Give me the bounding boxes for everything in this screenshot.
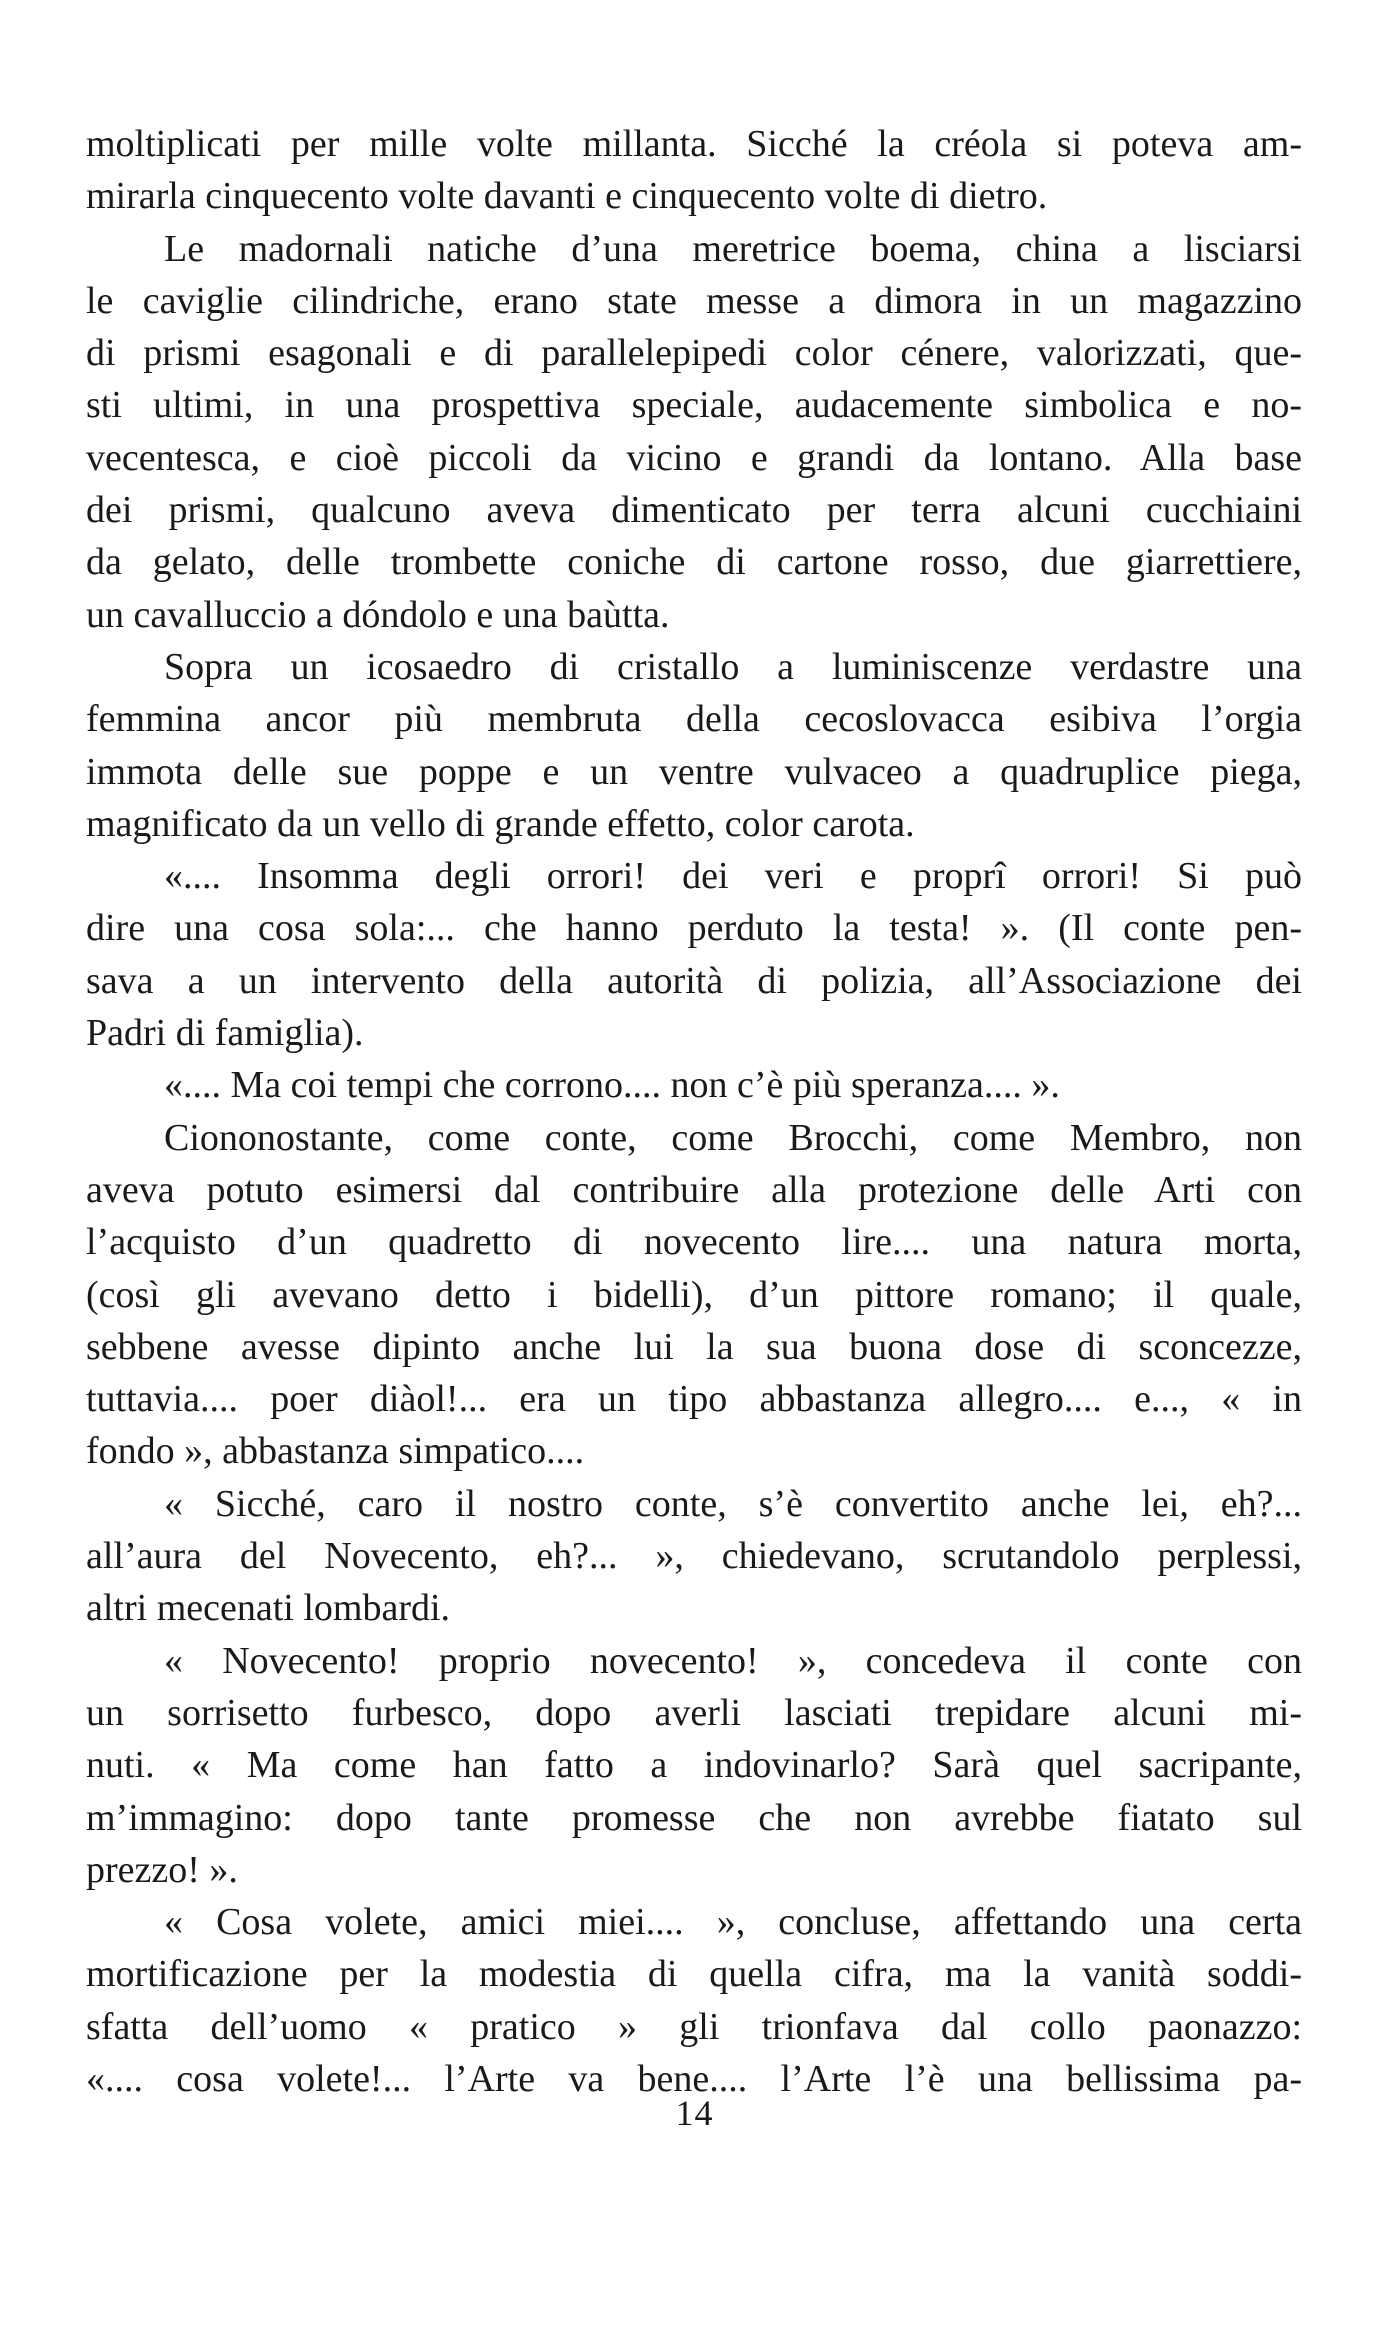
text-line: un cavalluccio a dóndolo e una baùtta. — [86, 593, 670, 636]
text-line: un sorrisetto furbesco, dopo averli lasciati trepidare alcuni mi- — [86, 1691, 1302, 1734]
text-line: dei prismi, qualcuno aveva dimenticato per terra alcuni cucchiaini — [86, 489, 1302, 532]
text-line: mortificazione per la modestia di quella cifra, ma la vanità soddi- — [86, 1953, 1302, 1996]
text-line: (così gli avevano detto i bidelli), d’un pittore romano; il quale, — [86, 1273, 1302, 1316]
text-line: tuttavia.... poer diàol!... era un tipo abbastanza allegro.... e..., « in — [86, 1378, 1302, 1421]
body-text — [86, 118, 1302, 2105]
text-line: fondo », abbastanza simpatico.... — [86, 1430, 585, 1473]
text-line: vecentesca, e cioè piccoli da vicino e grandi da lontano. Alla base — [86, 436, 1302, 479]
text-line: sava a un intervento della autorità di polizia, all’Associazione dei — [86, 959, 1302, 1002]
text-line: immota delle sue poppe e un ventre vulvaceo a quadruplice piega, — [86, 750, 1302, 793]
text-line: prezzo! ». — [86, 1848, 238, 1891]
text-line: Padri di famiglia). — [86, 1012, 364, 1055]
text-line: «.... cosa volete!... l’Arte va bene.... l’Arte l’è una bellissima pa- — [86, 2057, 1302, 2100]
text-line: sebbene avesse dipinto anche lui la sua buona dose di sconcezze, — [86, 1325, 1302, 1368]
text-line: dire una cosa sola:... che hanno perduto la testa! ». (Il conte pen- — [86, 907, 1302, 950]
text-line: «.... Insomma degli orrori! dei veri e proprî orrori! Si può — [164, 855, 1302, 898]
text-line: Ciononostante, come conte, come Brocchi, come Membro, non — [164, 1116, 1302, 1159]
page-number: 14 — [675, 2093, 714, 2133]
text-line: magnificato da un vello di grande effetto, color carota. — [86, 802, 915, 845]
text-line: m’immagino: dopo tante promesse che non avrebbe fiatato sul — [86, 1796, 1302, 1839]
text-line: « Sicché, caro il nostro conte, s’è convertito anche lei, eh?... — [164, 1482, 1302, 1525]
text-line: moltiplicati per mille volte millanta. Sicché la créola si poteva am- — [86, 123, 1302, 165]
text-line: altri mecenati lombardi. — [86, 1587, 451, 1630]
text-line: «.... Ma coi tempi che corrono.... non c’è più speranza.... ». — [164, 1064, 1060, 1107]
text-line: di prismi esagonali e di parallelepipedi color cénere, valorizzati, que- — [86, 332, 1302, 375]
text-line: l’acquisto d’un quadretto di novecento lire.... una natura morta, — [86, 1221, 1302, 1264]
text-line: « Cosa volete, amici miei.... », concluse, affettando una certa — [164, 1901, 1302, 1944]
text-line: sfatta dell’uomo « pratico » gli trionfava dal collo paonazzo: — [86, 2005, 1302, 2048]
text-line: mirarla cinquecento volte davanti e cinquecento volte di dietro. — [86, 175, 1048, 218]
text-line: Le madornali natiche d’una meretrice boema, china a lisciarsi — [164, 227, 1302, 270]
text-line: aveva potuto esimersi dal contribuire alla protezione delle Arti con — [86, 1168, 1302, 1211]
text-line: all’aura del Novecento, eh?... », chiedevano, scrutandolo perplessi, — [86, 1535, 1302, 1578]
text-line: Sopra un icosaedro di cristallo a luminiscenze verdastre una — [164, 645, 1302, 688]
text-line: le caviglie cilindriche, erano state messe a dimora in un magazzino — [86, 279, 1302, 322]
text-line: « Novecento! proprio novecento! », concedeva il conte con — [164, 1639, 1302, 1682]
text-line: da gelato, delle trombette coniche di cartone rosso, due giarrettiere, — [86, 541, 1302, 584]
text-line: femmina ancor più membruta della cecoslovacca esibiva l’orgia — [86, 698, 1302, 741]
text-line: nuti. « Ma come han fatto a indovinarlo? Sarà quel sacripante, — [86, 1744, 1302, 1787]
text-line: sti ultimi, in una prospettiva speciale, audacemente simbolica e no- — [86, 384, 1302, 427]
